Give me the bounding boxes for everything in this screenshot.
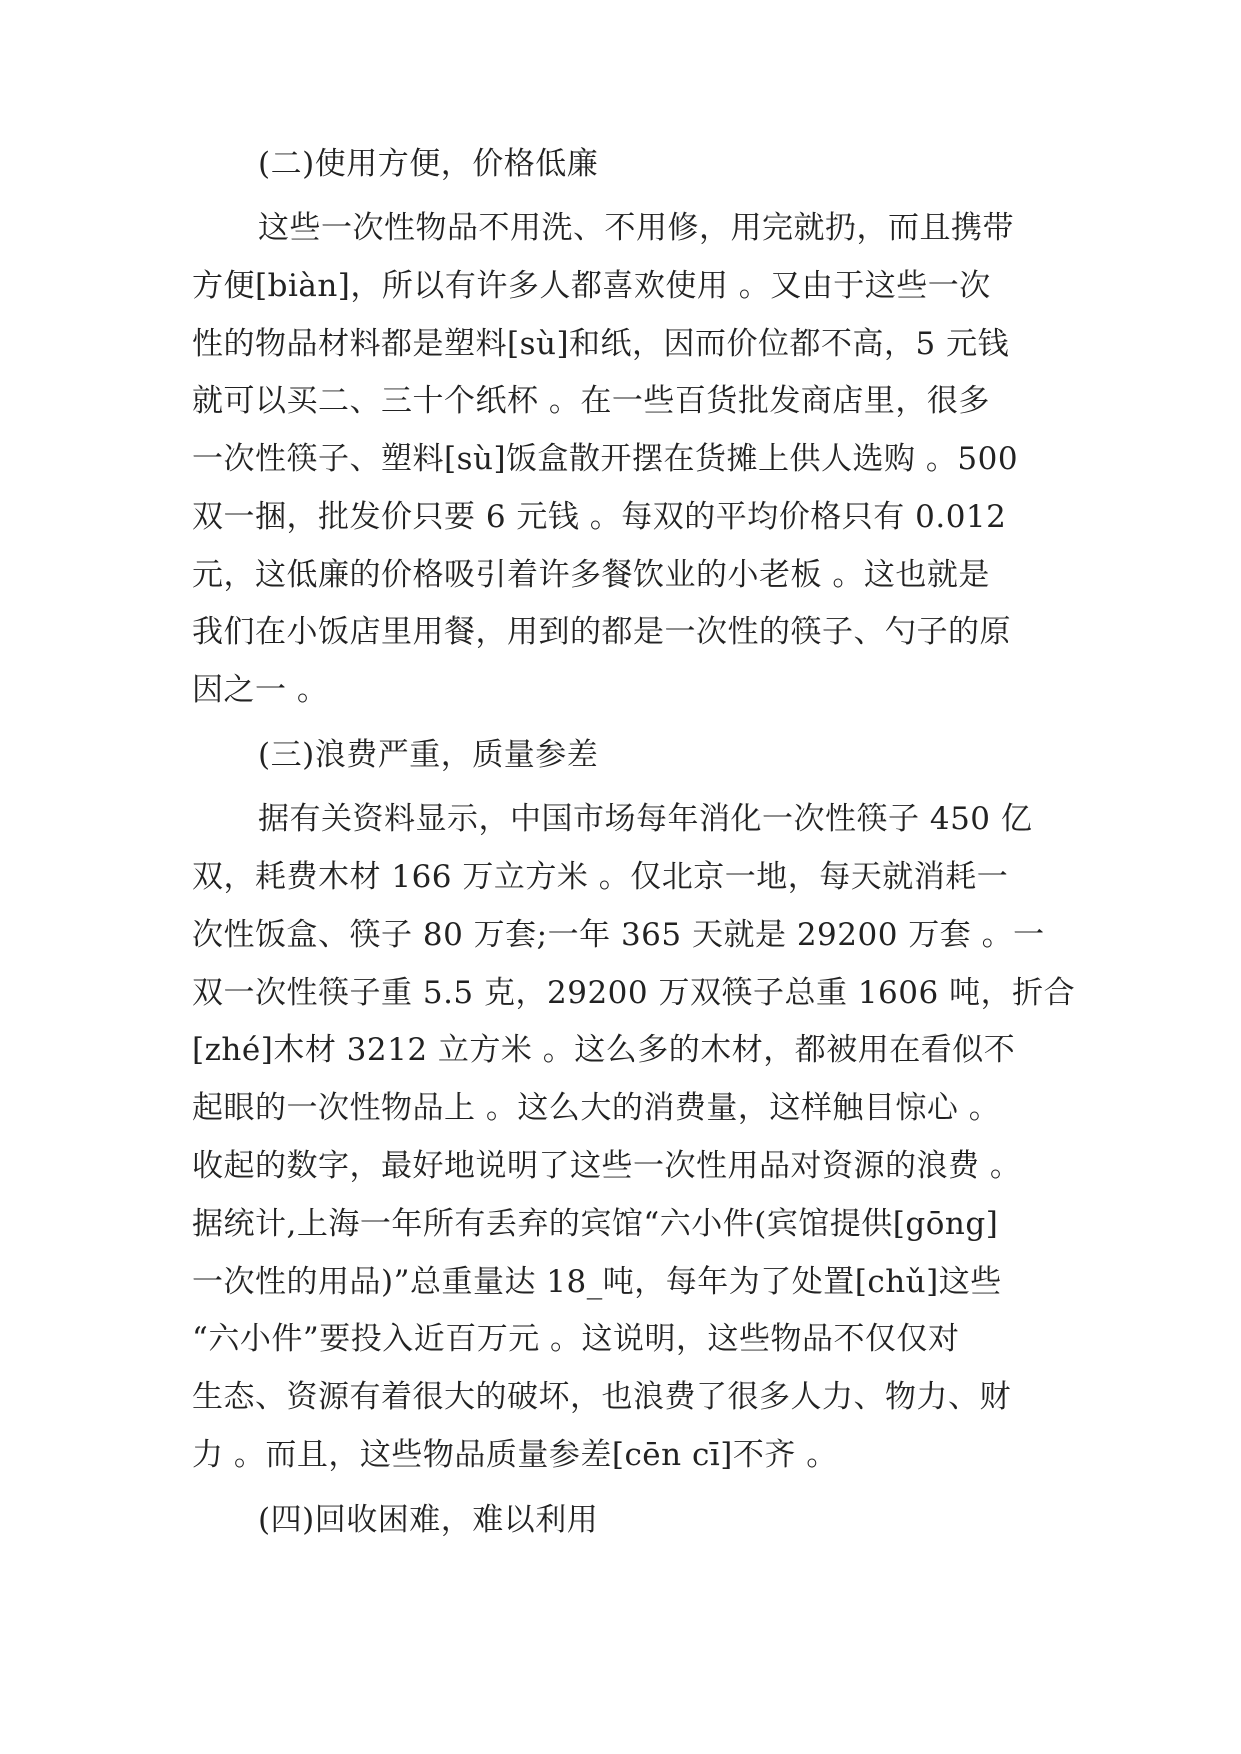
paragraph-line: 一次性筷子、塑料[sù]饭盒散开摆在货摊上供人选购 。500 bbox=[192, 441, 1019, 477]
paragraph-line: 这些一次性物品不用洗、不用修，用完就扔，而且携带 bbox=[258, 210, 1014, 246]
paragraph-line: 因之一 。 bbox=[192, 672, 329, 708]
paragraph-line: [zhé]木材 3212 立方米 。这么多的木材，都被用在看似不 bbox=[192, 1032, 1016, 1068]
paragraph-line: 就可以买二、三十个纸杯 。在一些百货批发商店里，很多 bbox=[192, 383, 990, 419]
paragraph-line: 次性饭盒、筷子 80 万套;一年 365 天就是 29200 万套 。一 bbox=[192, 917, 1045, 953]
paragraph-line: 性的物品材料都是塑料[sù]和纸，因而价位都不高，5 元钱 bbox=[192, 326, 1010, 362]
section-heading-2: (二)使用方便，价格低廉 bbox=[258, 146, 599, 182]
paragraph-line: “六小件”要投入近百万元 。这说明，这些物品不仅仅对 bbox=[192, 1321, 960, 1357]
paragraph-line: 起眼的一次性物品上 。这么大的消费量，这样触目惊心 。 bbox=[192, 1090, 1001, 1126]
paragraph-line: 生态、资源有着很大的破坏，也浪费了很多人力、物力、财 bbox=[192, 1379, 1011, 1415]
paragraph-line: 一次性的用品)”总重量达 18_吨，每年为了处置[chǔ]这些 bbox=[192, 1264, 1002, 1300]
paragraph-line: 双一捆，批发价只要 6 元钱 。每双的平均价格只有 0.012 bbox=[192, 499, 1007, 535]
paragraph-line: 力 。而且，这些物品质量参差[cēn cī]不齐 。 bbox=[192, 1437, 838, 1473]
paragraph-line: 据统计,上海一年所有丢弃的宾馆“六小件(宾馆提供[gōng] bbox=[192, 1206, 999, 1242]
paragraph-line: 方便[biàn]，所以有许多人都喜欢使用 。又由于这些一次 bbox=[192, 268, 991, 304]
paragraph-line: 双，耗费木材 166 万立方米 。仅北京一地，每天就消耗一 bbox=[192, 859, 1009, 895]
section-heading-3: (三)浪费严重，质量参差 bbox=[258, 737, 599, 773]
section-heading-4: (四)回收困难，难以利用 bbox=[258, 1502, 599, 1538]
paragraph-line: 据有关资料显示，中国市场每年消化一次性筷子 450 亿 bbox=[258, 801, 1033, 837]
paragraph-line: 双一次性筷子重 5.5 克，29200 万双筷子总重 1606 吨，折合 bbox=[192, 975, 1076, 1011]
paragraph-line: 我们在小饭店里用餐，用到的都是一次性的筷子、勺子的原 bbox=[192, 614, 1011, 650]
paragraph-line: 元，这低廉的价格吸引着许多餐饮业的小老板 。这也就是 bbox=[192, 557, 990, 593]
paragraph-line: 收起的数字，最好地说明了这些一次性用品对资源的浪费 。 bbox=[192, 1148, 1022, 1184]
